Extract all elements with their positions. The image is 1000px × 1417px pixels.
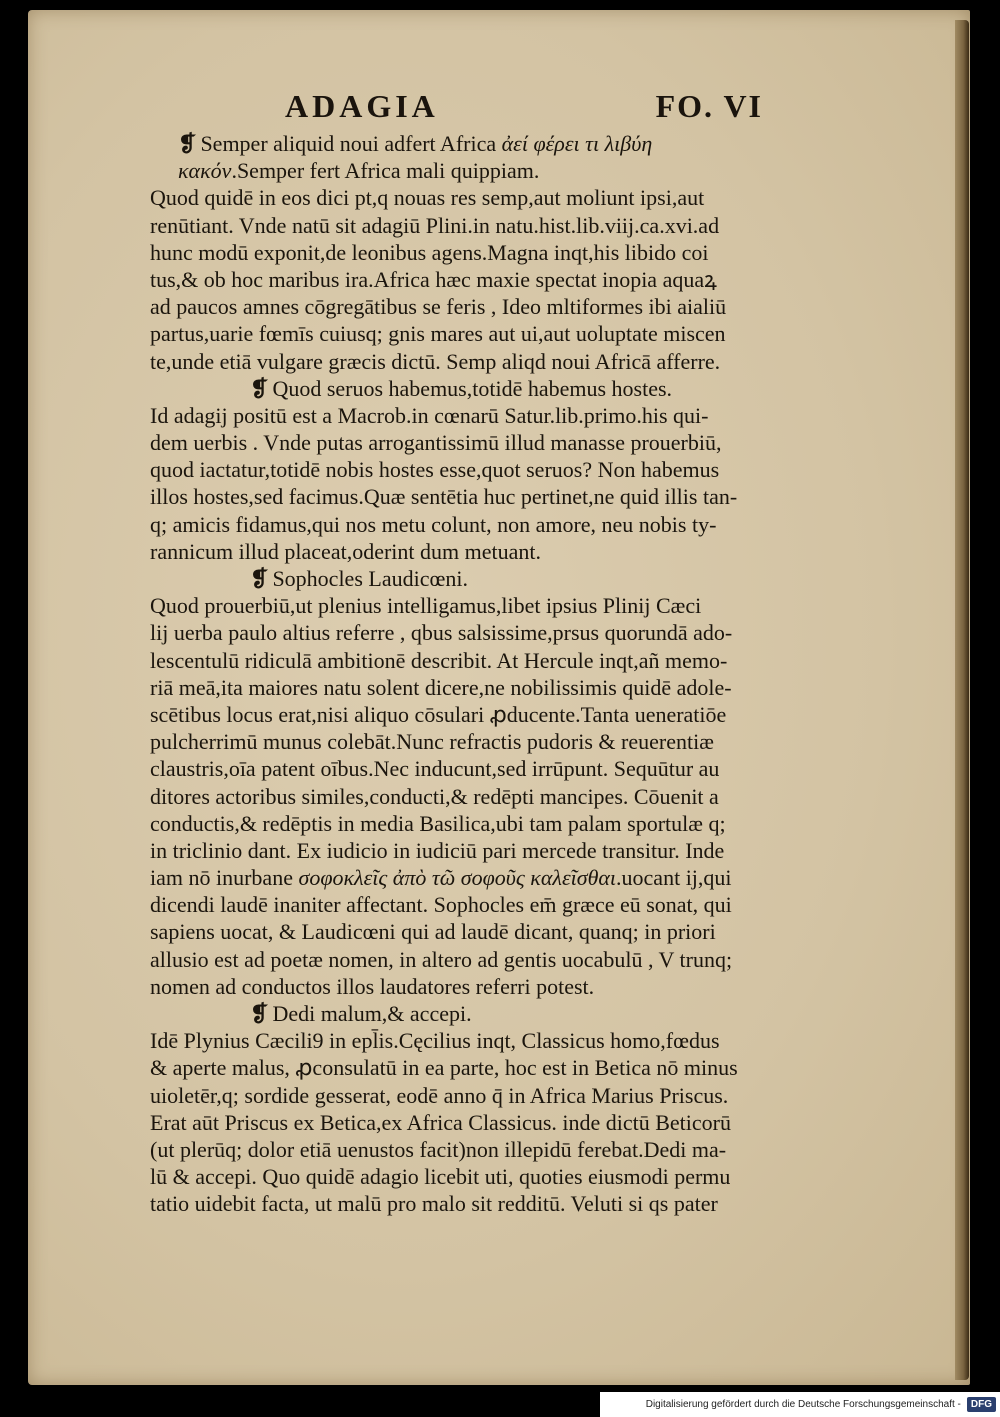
adage-title-line — [150, 1000, 782, 1027]
text-line — [150, 891, 782, 918]
line-text: iam nō inurbane — [150, 865, 299, 891]
line-text: Sophocles Laudicœni. — [272, 566, 468, 591]
pilcrow-icon: ❡ — [250, 566, 269, 591]
digitization-footer — [600, 1392, 1000, 1417]
text-line — [150, 864, 782, 891]
line-text: quod iactatur,totidē nobis hostes esse,quot seruos? Non habemus — [150, 457, 720, 483]
greek-text: κακόν — [178, 158, 232, 184]
pilcrow-icon: ❡ — [250, 375, 269, 401]
text-line — [150, 239, 782, 266]
text-line — [150, 538, 782, 565]
line-text: lū & accepi. Quo quidē adagio licebit uti, quoties eiusmodi permu — [150, 1164, 731, 1190]
greek-text: ἀεί φέρει τι λιβύη — [501, 131, 653, 156]
text-line — [150, 1109, 782, 1136]
text-line — [150, 619, 782, 646]
text-line — [150, 402, 782, 429]
adage-title-line — [150, 565, 782, 592]
text-line — [150, 783, 782, 810]
line-text: tus,& ob hoc maribus ira.Africa hæc maxie spectat inopia aquaꝝ — [150, 266, 717, 292]
line-text: sapiens uocat, & Laudicœni qui ad laudē dicant, quanq; in priori — [150, 919, 716, 945]
line-text: renūtiant. Vnde natū sit adagiū Plini.in natu.hist.lib.viij.ca.xvi.ad — [150, 212, 720, 238]
page-header — [285, 88, 763, 128]
line-text: lescentulū ridiculā ambitionē describit. At Hercule inqt,añ memo- — [150, 647, 728, 673]
line-text: q; amicis fidamus,qui nos metu colunt, non amore, neu nobis ty- — [150, 511, 717, 537]
line-text: hunc modū exponit,de leonibus agens.Magna inqt,his libido coi — [150, 239, 709, 265]
text-line — [150, 1190, 782, 1217]
page-edge — [955, 20, 969, 1380]
line-text: & aperte malus, ꝓconsulatū in ea parte, hoc est in Betica nō minus — [150, 1055, 738, 1081]
line-text: uioletēr,q; sordide gesserat, eodē anno q̄ in Africa Marius Priscus. — [150, 1082, 729, 1108]
adage-title-line — [150, 130, 782, 157]
text-line — [150, 674, 782, 701]
line-text: Erat aūt Priscus ex Betica,ex Africa Classicus. inde dictū Beticorū — [150, 1109, 732, 1135]
line-text: Quod prouerbiū,ut plenius intelligamus,libet ipsius Plinij Cæci — [150, 593, 702, 619]
text-line — [150, 918, 782, 945]
text-line — [150, 1054, 782, 1081]
line-text: dem uerbis . Vnde putas arrogantissimū illud manasse prouerbiū, — [150, 430, 722, 456]
line-text: claustris,oīa patent oībus.Nec inducunt,sed irrūpunt. Sequūtur au — [150, 756, 720, 782]
line-text-tail: .uocant ij,qui — [616, 865, 732, 891]
text-line — [150, 456, 782, 483]
line-text: conductis,& redēptis in media Basilica,ubi tam palam sportulæ q; — [150, 810, 726, 836]
line-text: dicendi laudē inaniter affectant. Sophocles em̄ græce eū sonat, qui — [150, 892, 732, 918]
line-text: ad paucos amnes cōgregātibus se feris , Ideo mltiformes ibi aialiū — [150, 294, 727, 320]
line-text: ditores actoribus similes,conducti,& redēpti mancipes. Cōuenit a — [150, 783, 719, 809]
text-line — [150, 946, 782, 973]
text-line — [150, 157, 782, 184]
line-text: Quod quidē in eos dici pt,q nouas res semp,aut moliunt ipsi,aut — [150, 185, 705, 211]
pilcrow-icon: ❡ — [178, 131, 197, 156]
line-text: allusio est ad poetæ nomen, in altero ad gentis uocabulū , V trunq; — [150, 946, 733, 972]
line-text: te,unde etiā vulgare græcis dictū. Semp aliqd noui Africā afferre. — [150, 348, 721, 374]
text-line — [150, 1136, 782, 1163]
text-line — [150, 212, 782, 239]
line-text: .Semper fert Africa mali quippiam. — [231, 158, 540, 184]
text-line — [150, 810, 782, 837]
line-text: tatio uidebit facta, ut malū pro malo sit redditū. Veluti si qs pater — [150, 1191, 718, 1217]
text-line — [150, 293, 782, 320]
text-line — [150, 1163, 782, 1190]
body-text — [150, 130, 782, 1218]
text-line — [150, 184, 782, 211]
line-text: Idē Plynius Cæcili9 in epl̄is.Cęcilius inqt, Classicus homo,fœdus — [150, 1028, 720, 1054]
adage-title-line — [150, 375, 782, 402]
line-text: Semper aliquid noui adfert Africa — [200, 131, 502, 156]
line-text: Quod seruos habemus,totidē habemus hostes. — [272, 375, 673, 401]
text-line — [150, 647, 782, 674]
text-line — [150, 1027, 782, 1054]
text-line — [150, 483, 782, 510]
line-text: rannicum illud placeat,oderint dum metuant. — [150, 538, 541, 564]
line-text: nomen ad conductos illos laudatores referri potest. — [150, 973, 595, 999]
text-line — [150, 755, 782, 782]
text-line — [150, 266, 782, 293]
line-text: Id adagij positū est a Macrob.in cœnarū Satur.lib.primo.his qui- — [150, 402, 709, 428]
text-line — [150, 837, 782, 864]
text-line — [150, 728, 782, 755]
text-line — [150, 320, 782, 347]
dfg-logo: DFG — [967, 1397, 996, 1412]
greek-text: σοφοκλεῖς ἀπὸ τῶ σοφοῦς καλεῖσθαι — [298, 865, 617, 891]
text-line — [150, 973, 782, 1000]
line-text: partus,uarie fœmīs cuiusq; gnis mares aut ui,aut uoluptate miscen — [150, 321, 726, 347]
folio-number: FO. VI — [655, 88, 763, 124]
pilcrow-icon: ❡ — [250, 1001, 269, 1026]
text-line — [150, 592, 782, 619]
line-text: in triclinio dant. Ex iudicio in iudiciū pari mercede transitur. Inde — [150, 837, 725, 863]
text-line — [150, 701, 782, 728]
line-text: pulcherrimū munus colebāt.Nunc refractis pudoris & reuerentiæ — [150, 729, 714, 755]
line-text: Dedi malum,& accepi. — [272, 1001, 472, 1026]
line-text: (ut plerūq; dolor etiā uenustos facit)non illepidū ferebat.Dedi ma- — [150, 1136, 727, 1162]
text-line — [150, 511, 782, 538]
line-text: scētibus locus erat,nisi aliquo cōsulari ꝓducente.Tanta ueneratiōe — [150, 701, 727, 727]
text-line — [150, 1082, 782, 1109]
running-title: ADAGIA — [285, 88, 439, 124]
text-line — [150, 429, 782, 456]
text-line — [150, 348, 782, 375]
line-text: riā meā,ita maiores natu solent dicere,ne nobilissimis quidē adole- — [150, 674, 732, 700]
line-text: lij uerba paulo altius referre , qbus salsissime,prsus quorundā ado- — [150, 620, 733, 646]
footer-credit: Digitalisierung gefördert durch die Deutsche Forschungsgemeinschaft - — [645, 1399, 961, 1410]
line-text: illos hostes,sed facimus.Quæ sentētia huc pertinet,ne quid illis tan- — [150, 484, 738, 510]
